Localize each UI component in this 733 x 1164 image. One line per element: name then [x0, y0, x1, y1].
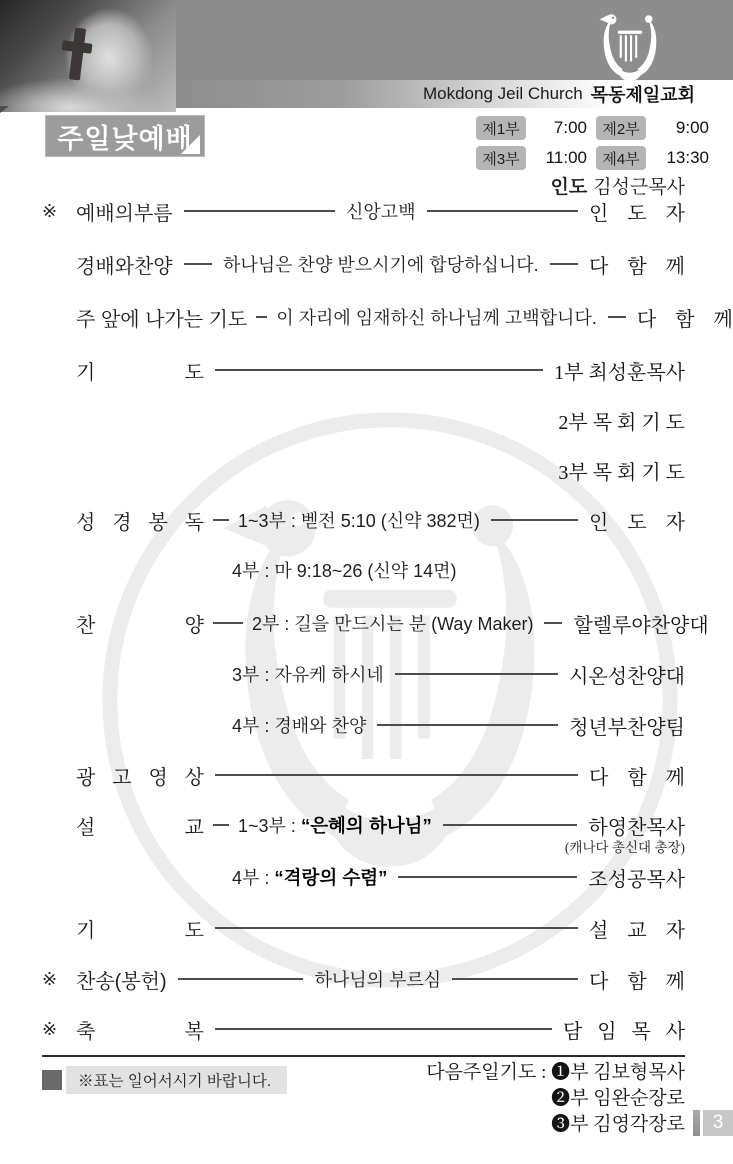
item-performer: 1부 최성훈목사: [554, 361, 685, 384]
church-name-english: Mokdong Jeil Church: [422, 84, 583, 103]
item-performer: 3부 목 회 기 도: [558, 461, 685, 484]
order-row-scripture-part4: [42, 555, 685, 585]
order-row-hymn-offering: [42, 964, 685, 994]
item-content: 이 자리에 임재하신 하나님께 고백합니다.: [276, 308, 597, 328]
order-row-sermon-part4: [42, 862, 685, 892]
leader-line: [550, 263, 578, 264]
page-number-value: 3: [703, 1110, 733, 1136]
service-title: 주일낮예배: [57, 123, 193, 154]
service-part-badge: 제3부: [476, 146, 526, 170]
item-performer: 다 함 께: [636, 308, 733, 331]
item-content: 2부 : 길을 만드시는 분 (Way Maker): [252, 614, 534, 634]
preacher-note: (캐나다 총신대 총장): [564, 840, 685, 855]
standing-marker: ※: [42, 200, 58, 221]
photo-corner-mark: [0, 106, 9, 113]
order-row-prayer-part3: [42, 455, 685, 485]
item-label: 경배와찬양: [76, 255, 173, 278]
service-leader: [551, 172, 686, 199]
order-row-prayer: [42, 355, 685, 385]
leader-line: [398, 876, 577, 877]
order-row-anthem-part4: [42, 710, 685, 740]
item-performer: 시온성찬양대: [569, 665, 685, 688]
next-week-line: ❸부 김영각장로: [551, 1114, 685, 1135]
cross-icon: [62, 40, 93, 54]
item-performer: 인 도 자: [589, 202, 686, 225]
order-row-scripture: [42, 505, 685, 535]
service-part-badge: 제4부: [596, 146, 646, 170]
item-content: 1~3부 : 벧전 5:10 (신약 382면): [238, 511, 480, 531]
item-label: 찬 양: [76, 614, 204, 637]
item-label: 기 도: [76, 361, 204, 384]
item-performer: 조성공목사: [588, 868, 685, 891]
leader-line: [452, 978, 578, 979]
service-time: 7:00: [553, 118, 587, 137]
page-number: [693, 1110, 733, 1136]
item-label: 주 앞에 나가는 기도: [76, 308, 248, 331]
leader-line: [184, 210, 335, 211]
service-part-badge: 제1부: [476, 116, 526, 140]
leader-line: [395, 673, 558, 674]
item-label: 광 고 영 상: [76, 766, 204, 789]
item-performer: 담 임 목 사: [563, 1020, 685, 1043]
leader-line: [215, 369, 543, 370]
item-label: 예배의부름: [76, 202, 173, 225]
item-label: 축 복: [76, 1020, 204, 1043]
leader-line: [178, 978, 304, 979]
order-row-announcement-video: [42, 760, 685, 790]
item-label: 기 도: [76, 919, 204, 942]
page-number-bar: [693, 1110, 700, 1136]
item-performer: 하영찬목사: [588, 816, 685, 839]
item-performer: 다 함 께: [589, 255, 685, 278]
order-row-anthem-part3: [42, 659, 685, 689]
item-performer: 설 교 자: [589, 919, 685, 942]
item-label: 성 경 봉 독: [76, 511, 204, 534]
item-performer: 청년부찬양팀: [569, 716, 685, 739]
next-week-line: ❷부 임완순장로: [551, 1088, 685, 1109]
item-content: 4부 : 마 9:18~26 (신약 14면): [232, 561, 457, 581]
square-bullet-icon: [42, 1070, 62, 1090]
dash: [213, 622, 243, 623]
leader-line: [215, 1028, 552, 1029]
standing-instruction-text: ※표는 일어서시기 바랍니다.: [66, 1066, 287, 1094]
item-label: 설 교: [76, 816, 204, 839]
dash: [213, 824, 229, 825]
standing-marker: ※: [42, 1018, 58, 1039]
leader-name: 김성근목사: [593, 177, 685, 198]
watermark-lyre-dove-icon: [92, 402, 688, 998]
leader-line: [544, 622, 562, 623]
order-row-call-to-worship: [42, 196, 685, 226]
leader-line: [491, 519, 578, 520]
dash: [213, 519, 229, 520]
service-times: [476, 116, 709, 170]
church-name-korean: 목동제일교회: [590, 85, 695, 105]
header-gradient-strip: [176, 80, 733, 108]
item-label: 찬송(봉헌): [76, 970, 167, 993]
leader-line: [215, 927, 578, 928]
item-content: 3부 : 자유케 하시네: [232, 665, 384, 685]
leader-line: [443, 824, 578, 825]
standing-instruction: [42, 1066, 287, 1094]
dash: [256, 316, 267, 317]
service-part-badge: 제2부: [596, 116, 646, 140]
sermon-title: 4부 : “격랑의 수렴”: [232, 867, 388, 888]
item-content: 4부 : 경배와 찬양: [232, 716, 367, 736]
title-corner-flag: [181, 135, 200, 154]
leader-label: 인도: [550, 177, 588, 198]
service-time: 11:00: [545, 148, 587, 167]
order-row-opening-prayer: [42, 302, 733, 332]
leader-line: [184, 263, 212, 264]
item-performer: 다 함 께: [589, 970, 686, 993]
order-row-praise: [42, 249, 685, 279]
next-week-line: 다음주일기도 : ❶부 김보형목사: [426, 1062, 685, 1083]
item-content: 하나님의 부르심: [314, 970, 442, 990]
sermon-title: 1~3부 : “은혜의 하나님”: [238, 815, 432, 836]
leader-line: [608, 316, 626, 317]
leader-line: [427, 210, 578, 211]
order-row-benediction: [42, 1014, 685, 1044]
next-week-prayer-list: [426, 1060, 685, 1138]
service-time: 9:00: [675, 118, 709, 137]
standing-marker: ※: [42, 968, 58, 989]
item-content: 신앙고백: [346, 202, 416, 222]
footer-divider: [42, 1055, 685, 1057]
leader-line: [377, 724, 558, 725]
praying-hands-photo: [0, 0, 176, 112]
lyre-dove-logo-icon: [596, 11, 664, 83]
item-performer: 인 도 자: [589, 511, 685, 534]
item-content: 하나님은 찬양 받으시기에 합당하십니다.: [223, 255, 539, 275]
order-row-prayer-after-sermon: [42, 913, 685, 943]
item-performer: 할렐루야찬양대: [573, 614, 709, 637]
cross-icon: [69, 28, 86, 81]
item-performer: 다 함 께: [589, 766, 685, 789]
item-performer: 2부 목 회 기 도: [558, 411, 685, 434]
leader-line: [215, 774, 578, 775]
order-row-prayer-part2: [42, 405, 685, 435]
service-title-box: [45, 115, 205, 157]
order-row-anthem: [42, 608, 709, 638]
service-time: 13:30: [666, 148, 709, 167]
